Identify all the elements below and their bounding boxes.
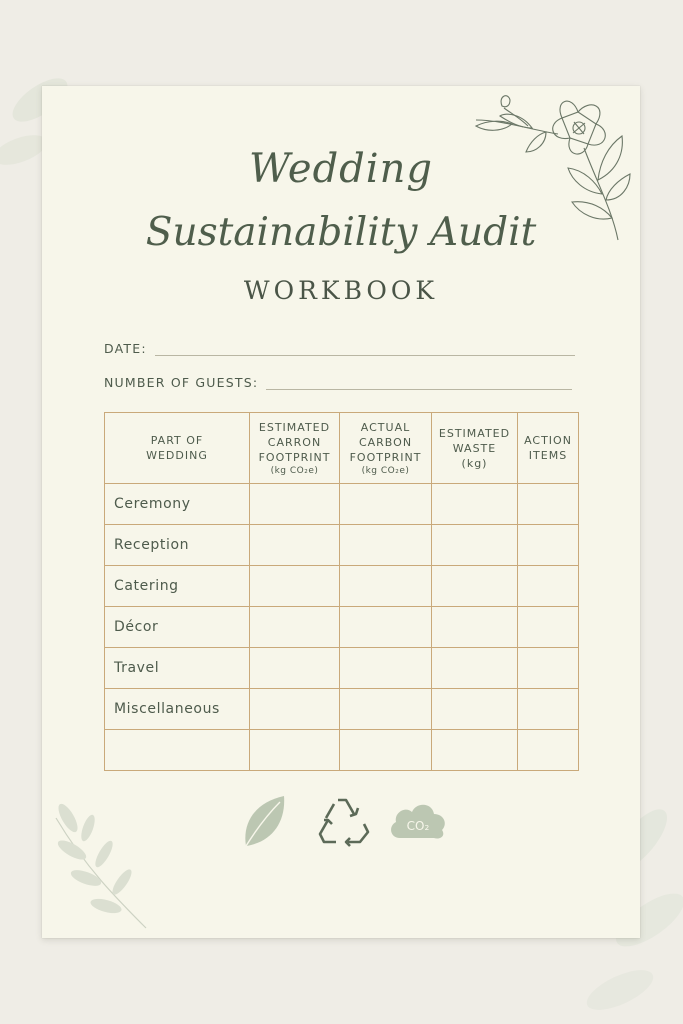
subtitle: WORKBOOK [243,276,439,305]
table-cell[interactable] [518,648,579,689]
title-line-2: Sustainability Audit [145,210,537,255]
guests-field [104,375,572,390]
date-label: DATE: [104,341,147,356]
table-cell[interactable] [518,525,579,566]
table-cell[interactable] [340,689,432,730]
table-row [105,607,579,648]
header-part-of-wedding: PART OF WEDDING [105,413,250,484]
guests-label: NUMBER OF GUESTS: [104,375,259,390]
date-input-line[interactable] [155,343,575,356]
header-actual-carbon: ACTUAL CARBON FOOTPRINT (kg CO₂e) [340,413,432,484]
row-label: Catering [105,566,250,607]
table-header-row [105,413,579,484]
guests-input-line[interactable] [266,377,572,390]
table-cell[interactable] [432,484,518,525]
table-row [105,525,579,566]
table-cell[interactable] [250,484,340,525]
row-label[interactable] [105,730,250,771]
table-row [105,689,579,730]
table-cell[interactable] [340,648,432,689]
row-label: Travel [105,648,250,689]
workbook-page [42,86,640,938]
table-cell[interactable] [250,566,340,607]
header-estimated-waste: ESTIMATED WASTE (kg) [432,413,518,484]
table-cell[interactable] [432,607,518,648]
row-label: Ceremony [105,484,250,525]
header-action-items: ACTION ITEMS [518,413,579,484]
table-cell[interactable] [518,689,579,730]
title-line-1: Wedding [249,146,433,192]
leaf-icon [240,792,288,854]
co2-cloud-icon [386,792,450,854]
table-cell[interactable] [518,484,579,525]
table-cell[interactable] [250,648,340,689]
table-cell[interactable] [432,689,518,730]
row-label: Reception [105,525,250,566]
table-cell[interactable] [250,525,340,566]
sustainability-icons [236,792,456,852]
table-cell[interactable] [340,525,432,566]
table-cell[interactable] [340,607,432,648]
table-cell[interactable] [432,648,518,689]
co2-label: CO₂ [406,819,430,833]
table-cell[interactable] [518,730,579,771]
table-row [105,648,579,689]
leaf-sprig-icon [46,798,156,932]
table-cell[interactable] [518,607,579,648]
date-field [104,341,575,356]
audit-table [104,412,579,771]
table-cell[interactable] [340,566,432,607]
row-label: Miscellaneous [105,689,250,730]
table-cell[interactable] [250,730,340,771]
table-row [105,730,579,771]
table-row [105,566,579,607]
table-cell[interactable] [432,566,518,607]
table-cell[interactable] [340,730,432,771]
table-cell[interactable] [518,566,579,607]
table-row [105,484,579,525]
table-cell[interactable] [250,689,340,730]
table-cell[interactable] [250,607,340,648]
table-cell[interactable] [432,525,518,566]
row-label: Décor [105,607,250,648]
table-cell[interactable] [432,730,518,771]
recycle-icon [316,792,374,854]
table-cell[interactable] [340,484,432,525]
header-estimated-carbon: ESTIMATED CARRON FOOTPRINT (kg CO₂e) [250,413,340,484]
